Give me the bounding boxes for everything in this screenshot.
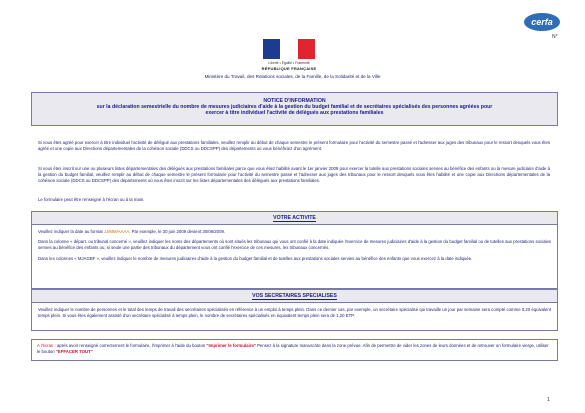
screen-instructions-prefix: A l'écran	[37, 343, 54, 348]
secretaries-text: Veuillez indiquer le nombre de personnes et le total des temps de travail des secrétaires spécialisés en référence à un emploi à temps plein. Dans ce dernier cas, par exemple, un secrétaire spécialisé qui travaille un jour par semaine sera compté comme 0,20 équivalent temps plein. Si vous êtes également assisté d'un secrétaire spécialisé à temps plein, le nombre de secrétaires spécialisés en équivalent temps plein sera de 1,20 ETP.	[38, 307, 551, 319]
secretaries-section	[31, 289, 558, 331]
date-format: JJ/MM/AAAA	[103, 229, 130, 234]
activity-heading: VOTRE ACTIVITE	[32, 212, 557, 225]
republique-francaise-logo	[261, 39, 317, 75]
intro-paragraph-2: Si vous êtes inscrit sur une ou plusieurs listes départementales des délégués aux prestations familiales parce que vous étiez habilité avant le 1er janvier 2009 pour exercer la tutelle aux prestations sociales servies au bénéfice des enfants ou la mesure judiciaire d'aide à la gestion du budget familial, veuillez remplir au début de chaque semestre le présent formulaire pour l'activité du semestre passé et l'adresser aux juges des tribunaux pour le ressort desquels vous êtes habilité et une copie aux Directions départementales de la cohésion sociale (DDCS ou DDCSPP) des départements où vous êtes inscrit sur les listes départementales des délégués aux prestations familiales.	[38, 166, 550, 184]
marianne-motto: Liberté • Égalité • Fraternité	[268, 61, 310, 65]
intro-paragraph-3: Le formulaire peut être renseigné à l'écran ou à la main.	[38, 197, 145, 202]
marianne-flag-icon	[263, 39, 315, 59]
cerfa-number: N°	[552, 34, 558, 40]
activity-section	[31, 211, 558, 289]
secretaries-heading: VOS SECRETAIRES SPECIALISES	[32, 290, 557, 303]
notice-subtitle-1: sur la déclaration semestrielle du nombre de mesures judiciaires d'aide à la gestion du budget familial et de secrétaires spécialisés des personnes agréées pour	[96, 104, 493, 110]
print-button-label: "Imprimer le formulaire"	[206, 343, 256, 348]
activity-department-text: Dans la colonne « départ. ou tribunal concerné », veuillez indiquer les noms des départements où sont situés les tribunaux qui vous ont confié à la date indiquée l'exercice de mesures judiciaires d'aide à la gestion du budget familial ou de tutelles aux prestations sociales servies au bénéfice des enfants ou, si seule une partie des tribunaux du département vous ont confié l'exercice de ces mesures, les tribunaux concernés.	[38, 239, 551, 251]
screen-instructions-box: A l'écran : après avoir renseigné correctement le formulaire, l'imprimer à l'aide du bouton "Imprimer le formulaire" Pensez à la signature manuscrite dans la zone prévue. Afin de permettre de vider les zones de leurs données et de retrouver un formulaire vierge, utiliser le bouton "EFFACER TOUT"	[31, 339, 558, 361]
activity-date-format-text: Veuillez indiquer la date au format JJ/MM/AAAA. Par exemple, le 30 juin 2009 devient 30/06/2009.	[38, 229, 226, 234]
page-number: 1	[547, 397, 550, 403]
cerfa-logo-text: cerfa	[531, 17, 553, 27]
ministry-name: Ministère du Travail, des Relations sociales, de la Famille, de la Solidarité et de la Ville	[204, 74, 381, 79]
clear-button-label: "EFFACER TOUT"	[55, 349, 93, 355]
activity-mjagbf-text: Dans les colonnes « MJAGBF », veuillez indiquer le nombre de mesures judiciaires d'aide à la gestion du budget familial et de tutelles aux prestations sociales servies au bénéfice des enfants que vous exercez à la date indiquée.	[38, 255, 473, 261]
intro-paragraph-1: Si vous êtes agréé pour exercer à titre individuel l'activité de délégué aux prestations familiales, veuillez remplir au début de chaque semestre le présent formulaire pour l'activité du semestre passé et l'adresser aux juges des tribunaux pour le ressort desquels vous êtes agréé et une copie aux Directions départementales de la cohésion sociale (DDCS ou DDCSPP) des départements où vous bénéficiez d'un agrément.	[38, 140, 550, 152]
notice-title: NOTICE D'INFORMATION	[263, 98, 326, 104]
notice-subtitle-2: exercer à titre individuel l'activité de délégués aux prestations familiales	[205, 110, 384, 116]
marianne-label: RÉPUBLIQUE FRANÇAISE	[261, 66, 317, 71]
notice-header-box	[31, 92, 558, 126]
cerfa-logo	[523, 12, 561, 32]
